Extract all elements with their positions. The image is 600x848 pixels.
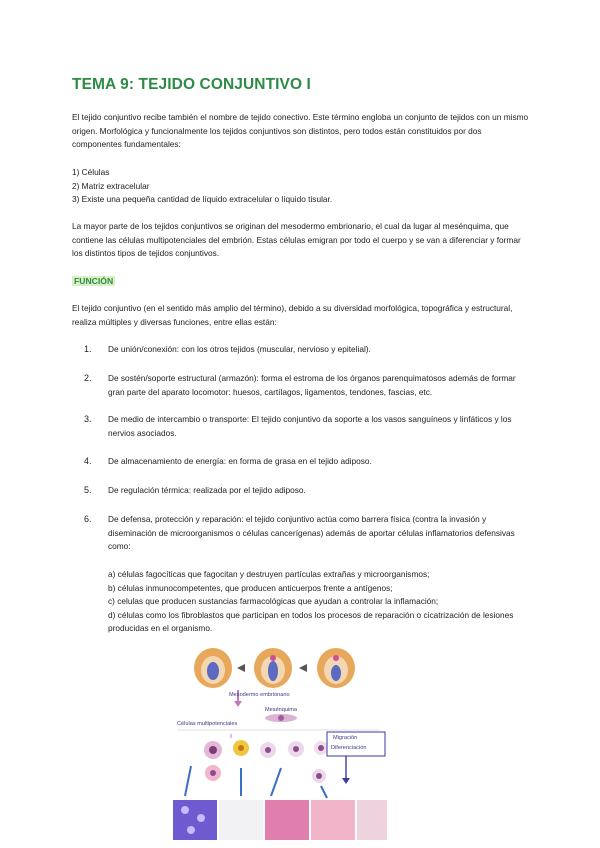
component-item: 3) Existe una pequeña cantidad de líquido extracelular o líquido tisular. [72,194,333,205]
mesoderm-figure [171,646,389,842]
page-title: TEMA 9: TEJIDO CONJUNTIVO I [72,76,311,93]
list-text: De almacenamiento de energía: en forma de grasa en el tejido adiposo. [108,456,372,466]
label-diferenciacion: Diferenciación [331,745,367,751]
defense-item: c) celulas que producen sustancias farmacológicas que ayudan a controlar la inflamación; [108,596,439,607]
embryo-stage-1 [194,648,232,688]
list-text: De unión/conexión: con los otros tejidos (muscular, nervioso y epitelial). [108,344,371,354]
label-mesenquima: Mesénquima [265,707,298,713]
intro-paragraph: El tejido conjuntivo recibe también el nombre de tejido conectivo. Este término engloba un conjunto de tejidos con un mismo origen. Morfológica y funcionalmente los tejidos conjuntivos son distintos, pero todos están constituidos por dos componentes fundamentales: [72,112,529,150]
cells-row [204,740,328,783]
figure-illustration [171,646,389,842]
list-number: 4. [84,456,92,466]
label-mesodermo: Mesodermo embrionario [229,692,290,698]
list-number: 2. [84,373,92,383]
components-list [72,166,532,207]
embryo-stage-2 [254,648,292,688]
list-number: 5. [84,485,92,495]
funcion-intro: El tejido conjuntivo (en el sentido más amplio del término), debido a su diversidad morfológica, topográfica y estructural, realiza múltiples y diversas funciones, entre ellas están: [72,303,513,327]
defense-item: d) células como los fibroblastos que participan en todos los procesos de reparación o cicatrización de lesiones producidas en el organismo. [108,609,514,634]
list-text: De regulación térmica: realizada por el tejido adiposo. [108,485,306,495]
embryo-stage-3 [317,648,355,688]
list-text: De defensa, protección y reparación: el tejido conjuntivo actúa como barrera física (contra la invasión y diseminación de microorganismos o células cancerígenas) además de aportar células inflamatorios defensivas como: [108,514,515,552]
defense-item: a) células fagocíticas que fagocitan y destruyen partículas extrañas y microorganismos; [108,569,430,579]
component-item: 1) Células [72,167,110,177]
component-item: 2) Matriz extracelular [72,180,150,191]
origin-paragraph: La mayor parte de los tejidos conjuntivos se originan del mesodermo embrionario, el cual da lugar al mesénquima, que contiene las células multipotenciales del embrión. Estas células emigran por todo el cuerpo y se van a diferenciar y formar los distintos tipos de tejidos conjuntivos. [72,221,521,259]
defense-item: b) células inmunocompetentes, que producen anticuerpos frente a antígenos; [108,582,393,593]
list-number: 3. [84,414,92,424]
list-number: 1. [84,344,92,354]
label-multipotenciales: Células multipotenciales [177,721,238,727]
section-heading-funcion: FUNCIÓN [74,276,114,286]
list-number: 6. [84,514,92,524]
list-text: De medio de intercambio o transporte: El tejido conjuntivo da soporte a los vasos sanguíneos y linfáticos y los nervios asociados. [108,414,512,438]
label-migracion: Migración [333,735,358,741]
list-text: De sostén/soporte estructural (armazón): forma el estroma de los órganos parenquimatosos además de formar gran parte del aparato locomotor: huesos, cartílagos, ligamentos, tendones, fascias, etc. [108,373,516,397]
defense-list [108,568,528,636]
